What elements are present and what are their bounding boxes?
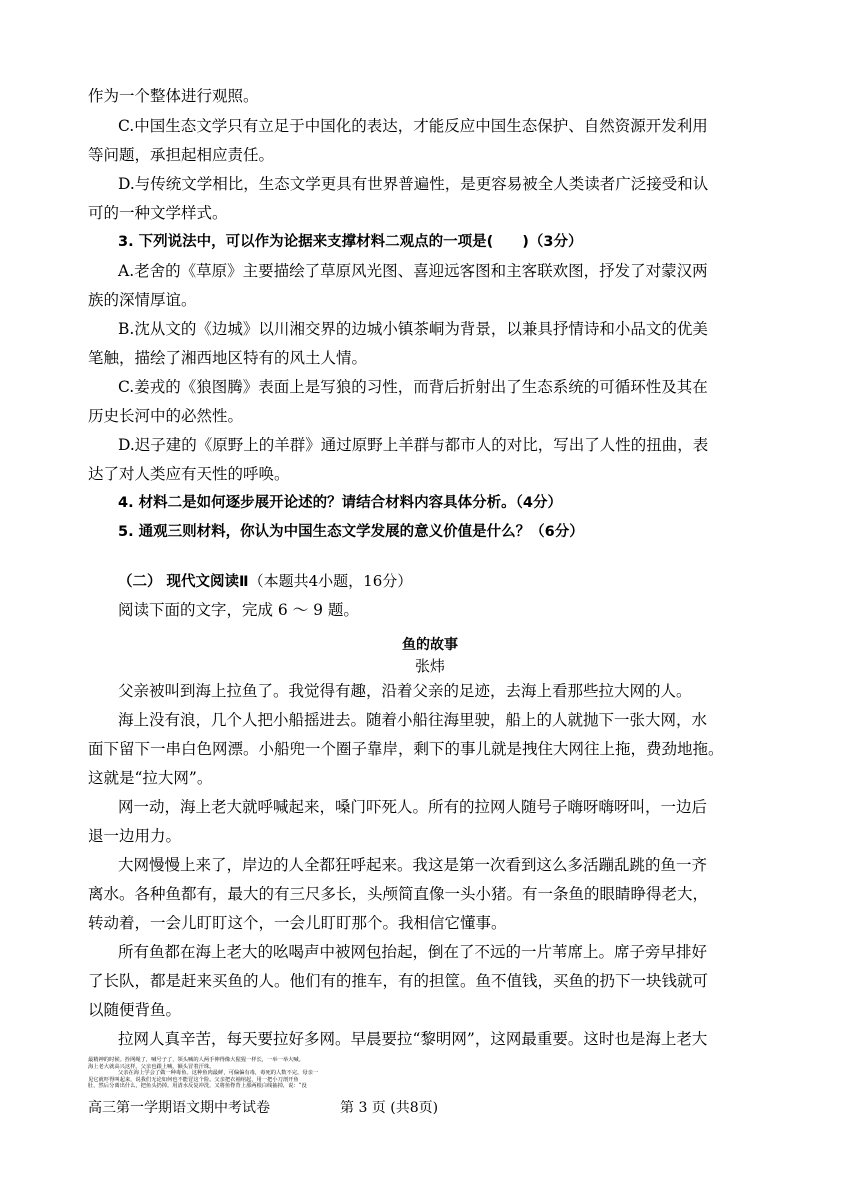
story-line: 转动着，一会儿盯盯这个，一会儿盯盯那个。我相信它懂事。: [88, 914, 507, 932]
option-b-line: 笔触，描绘了湘西地区特有的风土人情。: [88, 349, 368, 367]
option-d-line: D.与传统文学相比，生态文学更具有世界普遍性，是更容易被全人类读者广泛接受和认: [118, 175, 709, 193]
story-line: 离水。各种鱼都有，最大的有三尺多长，头颅简直像一头小猪。有一条鱼的眼睛睁得老大，: [88, 885, 709, 903]
story-line: 所有鱼都在海上老大的吆喝声中被网包抬起，倒在了不远的一片苇席上。席子旁早排好: [118, 943, 708, 961]
story-line: 大网慢慢上来了，岸边的人全都狂呼起来。我这是第一次看到这么多活蹦乱跳的鱼一齐: [118, 856, 708, 874]
story-author: 张炜: [414, 657, 445, 675]
option-b-line: B.沈从文的《边城》以川湘交界的边城小镇茶峒为背景，以兼具抒情诗和小品文的优美: [118, 320, 708, 338]
option-c-line: C.中国生态文学只有立足于中国化的表达，才能反应中国生态保护、自然资源开发利用: [118, 117, 708, 135]
story-line: 肚，然后分离出什么，把鱼头扔掉。用清水反复冲洗，又将鱼脊背上那两根白线抽掉，说：“没: [88, 1083, 307, 1090]
exam-name: 高三第一学期语文期中考试卷: [88, 1100, 270, 1116]
section-heading: [88, 570, 768, 593]
page-number: 第 3 页 (共8页): [340, 1100, 439, 1116]
story-line: 以随便背鱼。: [88, 1001, 182, 1019]
story-line: 退一边用力。: [88, 827, 182, 845]
option-c-line: 历史长河中的必然性。: [88, 407, 244, 425]
story-line: 海上老大就高兴这样。父亲也跟上喊，额头冒着汗珠。: [88, 1063, 215, 1070]
option-d-line: D.迟子建的《原野上的羊群》通过原野上羊群与都市人的对比，写出了人性的扭曲，表: [118, 436, 709, 454]
option-d-line: 达了对人类应有天性的呼唤。: [88, 465, 290, 483]
question-text-line: 作为一个整体进行观照。: [88, 87, 259, 105]
section-note: （本题共4小题，16分）: [248, 572, 413, 590]
story-line: 面下留下一串白色网漂。小船兜一个圈子靠岸，剩下的事儿就是拽住大网往上拖，费劲地拖。: [88, 740, 724, 758]
option-a-line: 族的深情厚谊。: [88, 291, 197, 309]
story-line: 这就是“拉大网”。: [88, 769, 213, 787]
option-c-line: 等问题，承担起相应责任。: [88, 146, 275, 164]
story-line: 了长队，都是赶来买鱼的人。他们有的推车，有的担筐。鱼不值钱，买鱼的扔下一块钱就可: [88, 972, 709, 990]
section-instruction: 阅读下面的文字，完成 6 ～ 9 题。: [118, 601, 359, 619]
story-line: 父亲被叫到海上拉鱼了。我觉得有趣，沿着父亲的足迹，去海上看那些拉大网的人。: [118, 682, 692, 700]
page-footer: [88, 1097, 438, 1117]
option-c-line: C.姜戎的《狼图腾》表面上是写狼的习性，而背后折射出了生态系统的可循环性及其在: [118, 378, 708, 396]
section-title: （二） 现代文阅读Ⅱ: [118, 574, 249, 590]
story-line: 见它就吓得叫起来，说我们无论如何也不能冒这个险。父亲把衣袖绾起，用一把小刀剖开鱼: [88, 1076, 299, 1083]
option-d-line: 可的一种文学样式。: [88, 204, 228, 222]
question-3: 3. 下列说法中，可以作为论据来支撑材料二观点的一项是( )（3分）: [118, 234, 583, 250]
story-line: 海上没有浪，几个人把小船摇进去。随着小船往海里驶，船上的人就抛下一张大网，水: [118, 711, 708, 729]
story-title: 鱼的故事: [402, 637, 458, 653]
story-line: 网一动，海上老大就呼喊起来，嗓门吓死人。所有的拉网人随号子嗨呀嗨呀叫，一边后: [118, 798, 708, 816]
option-a-line: A.老舍的《草原》主要描绘了草原风光图、喜迎远客图和主客联欢图，抒发了对蒙汉两: [118, 262, 708, 280]
story-line: 最精神的时候。拴网绳了，喊号子了，领头喊的人两手伸得像大猩猩一样长，一举一举大喊。: [88, 1057, 304, 1063]
story-line: 父亲在海上学会了做一种毒鱼。这种鱼肉最鲜，可偏偏有毒，毒死的人数不完。母亲一: [118, 1070, 319, 1077]
question-5: 5. 通观三则材料，你认为中国生态文学发展的意义价值是什么？（6分）: [118, 524, 584, 540]
question-4: 4. 材料二是如何逐步展开论述的？请结合材料内容具体分析。（4分）: [118, 495, 562, 511]
story-line: 拉网人真辛苦，每天要拉好多网。早晨要拉“黎明网”，这网最重要。这时也是海上老大: [118, 1030, 708, 1048]
